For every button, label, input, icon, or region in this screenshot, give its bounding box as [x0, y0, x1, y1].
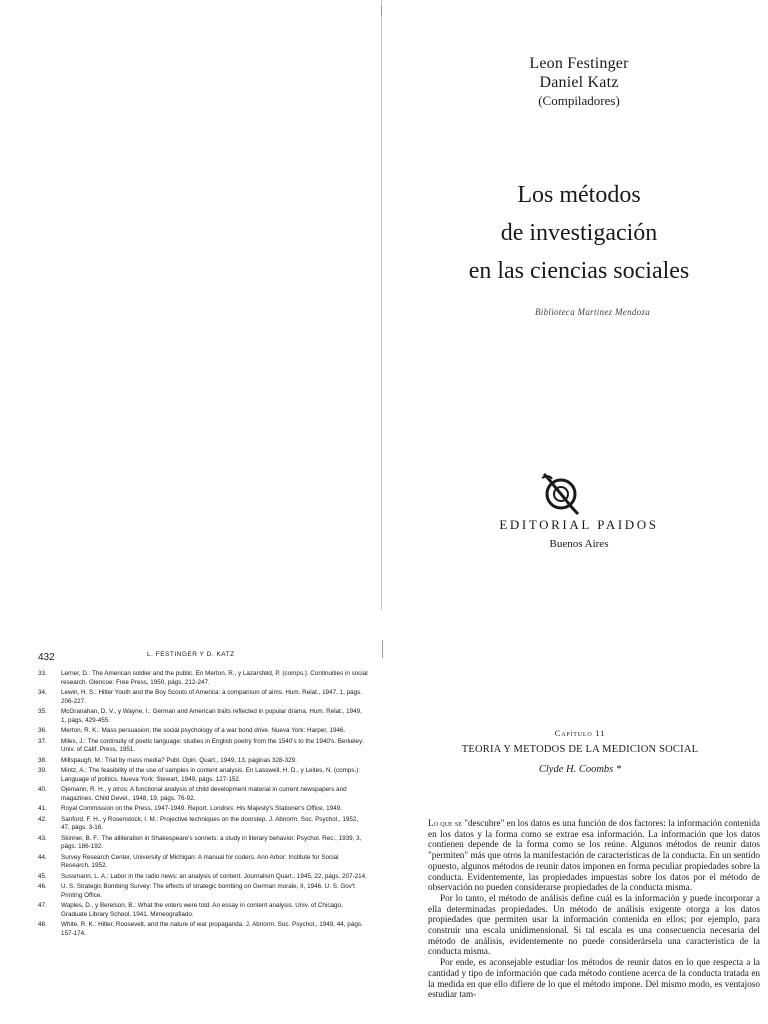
- reference-text: Ojemann, R. H., y otros: A functional analysis of child development material in current newspapers and magazines. Child Devel., 1948, 19, págs. 76-92.: [61, 786, 347, 802]
- reference-item: [38, 816, 368, 833]
- reference-text: Sanford, F. H., y Rosenstock, I. M.: Projective techniques on the doorstep. J. Abnorm. Soc. Psychol., 1952, 47, págs. 3-16.: [61, 815, 359, 831]
- bibliography-page: [0, 640, 382, 1024]
- paragraph-text: "descubre" en los datos es una función de dos factores: la información contenida en los datos y la forma como se extrae esa información. La información que los datos contienen depende de la forma como se los reúne. Algunos métodos de reunir datos "permiten" más que otros la manifestación de características de la conducta. En un sentido opuesto, algunos métodos de reunir datos imponen en forma peculiar propiedades sobre la conducta. Evidentemente, las propiedades impuestas sobre los datos por el método de observación no pueden considerarse propiedades de la conducta misma.: [428, 818, 761, 893]
- reference-number: 33.: [38, 670, 47, 677]
- publisher-city: Buenos Aires: [549, 538, 609, 550]
- body-paragraph: [428, 818, 760, 893]
- library-stamp: Biblioteca Martinez Mendoza: [535, 307, 651, 317]
- reference-item: [38, 670, 368, 687]
- title-line: en las ciencias sociales: [468, 258, 690, 284]
- reference-item: [38, 757, 368, 766]
- reference-number: 35.: [38, 708, 47, 715]
- reference-item: [38, 786, 368, 803]
- reference-number: 47.: [38, 902, 47, 909]
- body-paragraph: Por ende, es aconsejable estudiar los métodos de reunir datos en lo que respecta a la cantidad y tipo de información que cada método contiene acerca de la conducta tratada en la medida en que ello difiere de lo que el método impone. Del mismo modo, es ventajoso estudiar tam-: [428, 957, 760, 1000]
- reference-item: [38, 902, 368, 919]
- fold-mark: [382, 640, 383, 658]
- reference-number: 40.: [38, 786, 47, 793]
- author-name: Leon Festinger: [529, 55, 629, 72]
- reference-number: 44.: [38, 853, 47, 861]
- reference-list: [38, 670, 368, 940]
- paidos-monogram-icon: [538, 470, 582, 516]
- reference-number: 38.: [38, 756, 47, 764]
- title-line: de investigación: [500, 220, 658, 246]
- reference-number: 48.: [38, 921, 47, 928]
- chapter-body: [428, 818, 760, 1000]
- publisher-name: EDITORIAL PAIDOS: [499, 517, 659, 532]
- chapter-title: TEORIA Y METODOS DE LA MEDICION SOCIAL: [461, 744, 699, 755]
- chapter-author: Clyde H. Coombs *: [538, 764, 622, 775]
- reference-text: Waples, D., y Berelson, B.: What the voters were told: An essay in content analysis. Univ. of Chicago, Graduate Library School, 1941. Mimeografiado.: [61, 902, 343, 918]
- reference-text: Lewin, H. S.: Hitler Youth and the Boy Scouts of America: a comparison of aims. Hum. Relat., 1947, 1, págs. 206-227.: [61, 689, 363, 705]
- reference-text: White, R. K.: Hitler, Roosevelt, and the nature of war propaganda. J. Abnorm. Soc. Psychol., 1949, 44, págs. 157-174.: [61, 921, 363, 937]
- page-number: 432: [38, 652, 55, 663]
- reference-text: McGranahan, D. V., y Wayne, I.: German and American traits reflected in popular drama. Hum. Relat., 1949, 1, págs. 429-455.: [61, 708, 362, 724]
- reference-item: [38, 883, 368, 900]
- title-page: [390, 0, 768, 610]
- reference-number: 36.: [38, 727, 47, 734]
- running-header: L. FESTINGER Y D. KATZ: [147, 651, 235, 658]
- lead-in: Lo que se: [428, 818, 462, 828]
- reference-item: [38, 835, 368, 852]
- reference-item: [38, 873, 368, 882]
- reference-text: Merton, R. K.: Mass persuasion; the social psychology of a war bond drive. Nueva York: Harper, 1946.: [61, 727, 346, 734]
- reference-item: [38, 689, 368, 706]
- body-paragraph: Por lo tanto, el método de análisis define cuál es la información y puede incorporar a ella determinadas propiedades. Un método de análisis exigente otorga a los datos propiedades que permiten usar la información contenida en ellos; por ejemplo, para construir una escala unidimensional. Si tal escala es una consecuencia necesaria del método de análisis, evidentemente no puede considerársela una característica de la conducta misma.: [428, 892, 760, 957]
- reference-number: 45.: [38, 872, 47, 880]
- fold-mark: [381, 6, 382, 16]
- reference-text: Mintz, A.: The feasibility of the use of samples in content analysis. En Lasswell, H. D., y Leites, N. (comps.): Language of politics. Nueva York: Stewart, 1949, págs. 127-152.: [61, 767, 361, 783]
- reference-item: [38, 805, 368, 814]
- compilers-note: (Compiladores): [538, 93, 620, 108]
- reference-text: Royal Commission on the Press, 1947-1949. Report. Londres: His Majesty's Stationer's Office, 1949.: [61, 805, 342, 812]
- reference-number: 46.: [38, 883, 47, 890]
- reference-item: [38, 727, 368, 736]
- author-name: Daniel Katz: [539, 74, 619, 91]
- chapter-label: Capítulo 11: [554, 728, 606, 738]
- reference-number: 43.: [38, 834, 47, 842]
- reference-number: 41.: [38, 805, 47, 812]
- page-gutter-divider: [381, 0, 382, 610]
- reference-item: [38, 921, 368, 938]
- reference-number: 39.: [38, 767, 47, 774]
- authors-block: [390, 54, 768, 109]
- chapter-page: [392, 640, 768, 1024]
- book-title: [390, 176, 768, 290]
- reference-text: Millspaugh, M.: Trial by mass media? Publ. Opin. Quart., 1949, 13, páginas 328-329.: [61, 756, 297, 764]
- reference-item: [38, 854, 368, 871]
- reference-number: 34.: [38, 689, 47, 696]
- reference-text: Miles, J.: The continuity of poetic language: studies in English poetry from the 1540's to the 1940's. Berkeley: Univ. of Calif. Press, 1951.: [61, 737, 364, 753]
- reference-number: 42.: [38, 815, 47, 823]
- reference-text: Skinner, B. F.: The alliteration in Shakespeare's sonnets: a study in literary behavior. Psychol. Rec., 1939, 3, págs. 186-192.: [61, 834, 362, 850]
- title-line: Los métodos: [517, 182, 641, 208]
- reference-text: Lerner, D.: The American soldier and the public. En Merton, R., y Lazarsfeld, P. (comps.): Continuities in social research. Glencoe: Free Press, 1950, págs. 212-247.: [61, 670, 368, 686]
- reference-number: 37.: [38, 737, 47, 745]
- reference-text: Survey Research Center, University of Michigan: A manual for coders. Ann Arbor: Institute for Social Research, 1952.: [61, 853, 339, 869]
- reference-text: U. S. Strategic Bombing Survey: The effects of strategic bombing on German morale, II, 1946. U. S. Gov't Printing Office.: [61, 883, 355, 899]
- reference-item: [38, 708, 368, 725]
- reference-item: [38, 767, 368, 784]
- reference-text: Sussmann, L. A.: Labor in the radio news: an analysis of content. Journalism Quart., 1945, 22, págs. 207-214.: [61, 872, 367, 880]
- reference-item: [38, 738, 368, 755]
